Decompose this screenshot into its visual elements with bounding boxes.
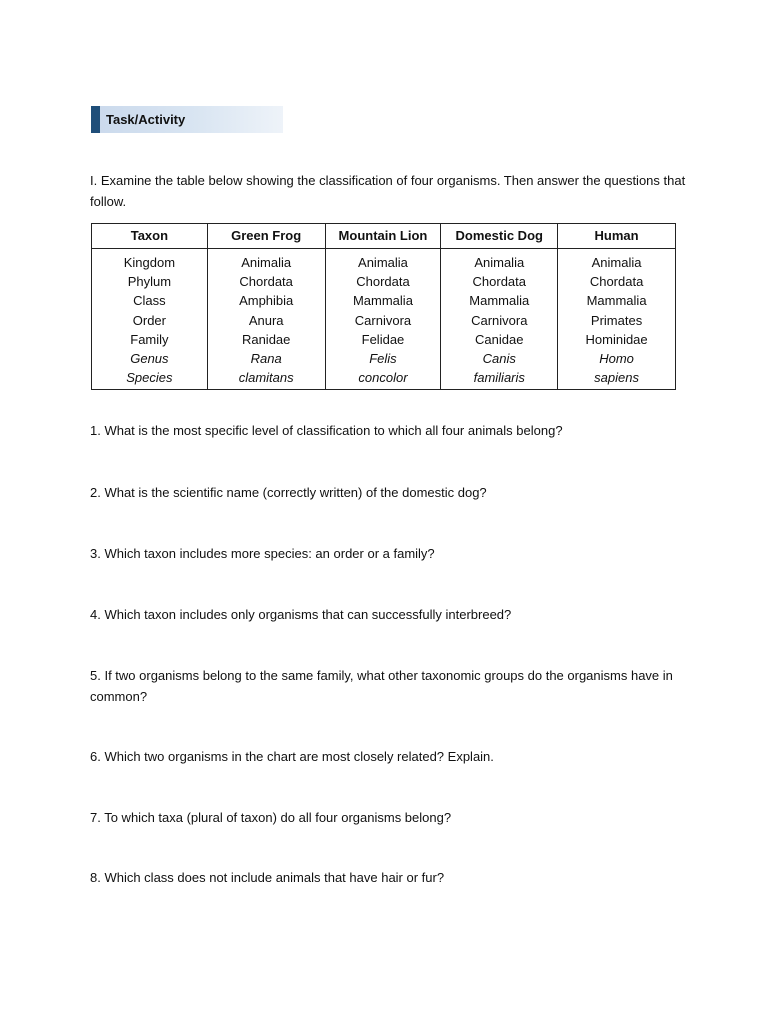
question-4: 4. Which taxon includes only organisms that can successfully interbreed? <box>90 607 512 622</box>
table-cell: Chordata <box>356 274 410 290</box>
header-green-frog: Green Frog <box>207 224 325 249</box>
table-cell: Class <box>133 293 166 309</box>
table-header-row <box>92 224 676 249</box>
table-cell: Order <box>132 312 166 328</box>
table-cell: Chordata <box>589 274 644 290</box>
table-cell: Amphibia <box>239 293 294 309</box>
table-cell: Chordata <box>472 274 526 290</box>
column-mountain-lion <box>325 249 441 390</box>
table-cell: Animalia <box>591 255 642 270</box>
column-domestic-dog <box>441 249 558 390</box>
table-cell: sapiens <box>594 370 639 386</box>
table-cell: Mammalia <box>352 293 413 309</box>
table-cell: Anura <box>248 312 284 328</box>
column-human <box>558 249 676 390</box>
table-cell: Homo <box>599 350 634 366</box>
question-5: 5. If two organisms belong to the same family, what other taxonomic groups do the organisms have in common? <box>90 668 673 704</box>
question-8: 8. Which class does not include animals that have hair or fur? <box>90 870 445 885</box>
column-green-frog <box>207 249 325 390</box>
table-cell: Hominidae <box>585 331 648 347</box>
question-2: 2. What is the scientific name (correctly written) of the domestic dog? <box>90 485 487 500</box>
header-taxon: Taxon <box>92 224 208 249</box>
table-cell: Animalia <box>241 255 292 270</box>
table-cell: Animalia <box>474 255 525 270</box>
table-cell: Canidae <box>475 331 524 347</box>
table-cell: Mammalia <box>586 293 647 309</box>
heading-label: Task/Activity <box>106 112 186 127</box>
table-cell: Mammalia <box>469 293 530 309</box>
table-cell: Carnivora <box>354 312 412 328</box>
table-cell: Felidae <box>361 331 405 347</box>
table-cell: Felis <box>369 350 397 366</box>
table-cell: Animalia <box>358 255 408 270</box>
table-cell: Chordata <box>239 274 293 290</box>
instructions-text: I. Examine the table below showing the classification of four organisms. Then answer the questions that follow. <box>90 173 686 209</box>
column-taxon <box>92 249 208 390</box>
table-cell: Kingdom <box>123 255 176 270</box>
table-cell: clamitans <box>238 370 294 386</box>
section-heading <box>91 106 283 133</box>
table-cell: Carnivora <box>471 312 528 328</box>
classification-table <box>91 223 676 390</box>
table-cell: Canis <box>482 350 516 366</box>
header-human: Human <box>558 224 676 249</box>
table-cell: Species <box>126 370 173 386</box>
table-cell: Phylum <box>127 274 172 290</box>
question-1: 1. What is the most specific level of classification to which all four animals belong? <box>90 423 563 438</box>
table-cell: Rana <box>250 350 282 366</box>
table-cell: Primates <box>590 312 643 328</box>
table-cell: Genus <box>130 350 169 366</box>
table-row <box>92 249 676 390</box>
header-domestic-dog: Domestic Dog <box>441 224 558 249</box>
table-cell: Family <box>130 331 169 347</box>
question-7: 7. To which taxa (plural of taxon) do all four organisms belong? <box>90 810 452 825</box>
table-cell: Ranidae <box>241 331 291 347</box>
question-6: 6. Which two organisms in the chart are most closely related? Explain. <box>90 749 494 764</box>
table-cell: familiaris <box>473 370 525 386</box>
table-cell: concolor <box>358 370 408 386</box>
heading-accent-bar <box>91 106 100 133</box>
header-mountain-lion: Mountain Lion <box>325 224 441 249</box>
question-3: 3. Which taxon includes more species: an order or a family? <box>90 546 435 561</box>
